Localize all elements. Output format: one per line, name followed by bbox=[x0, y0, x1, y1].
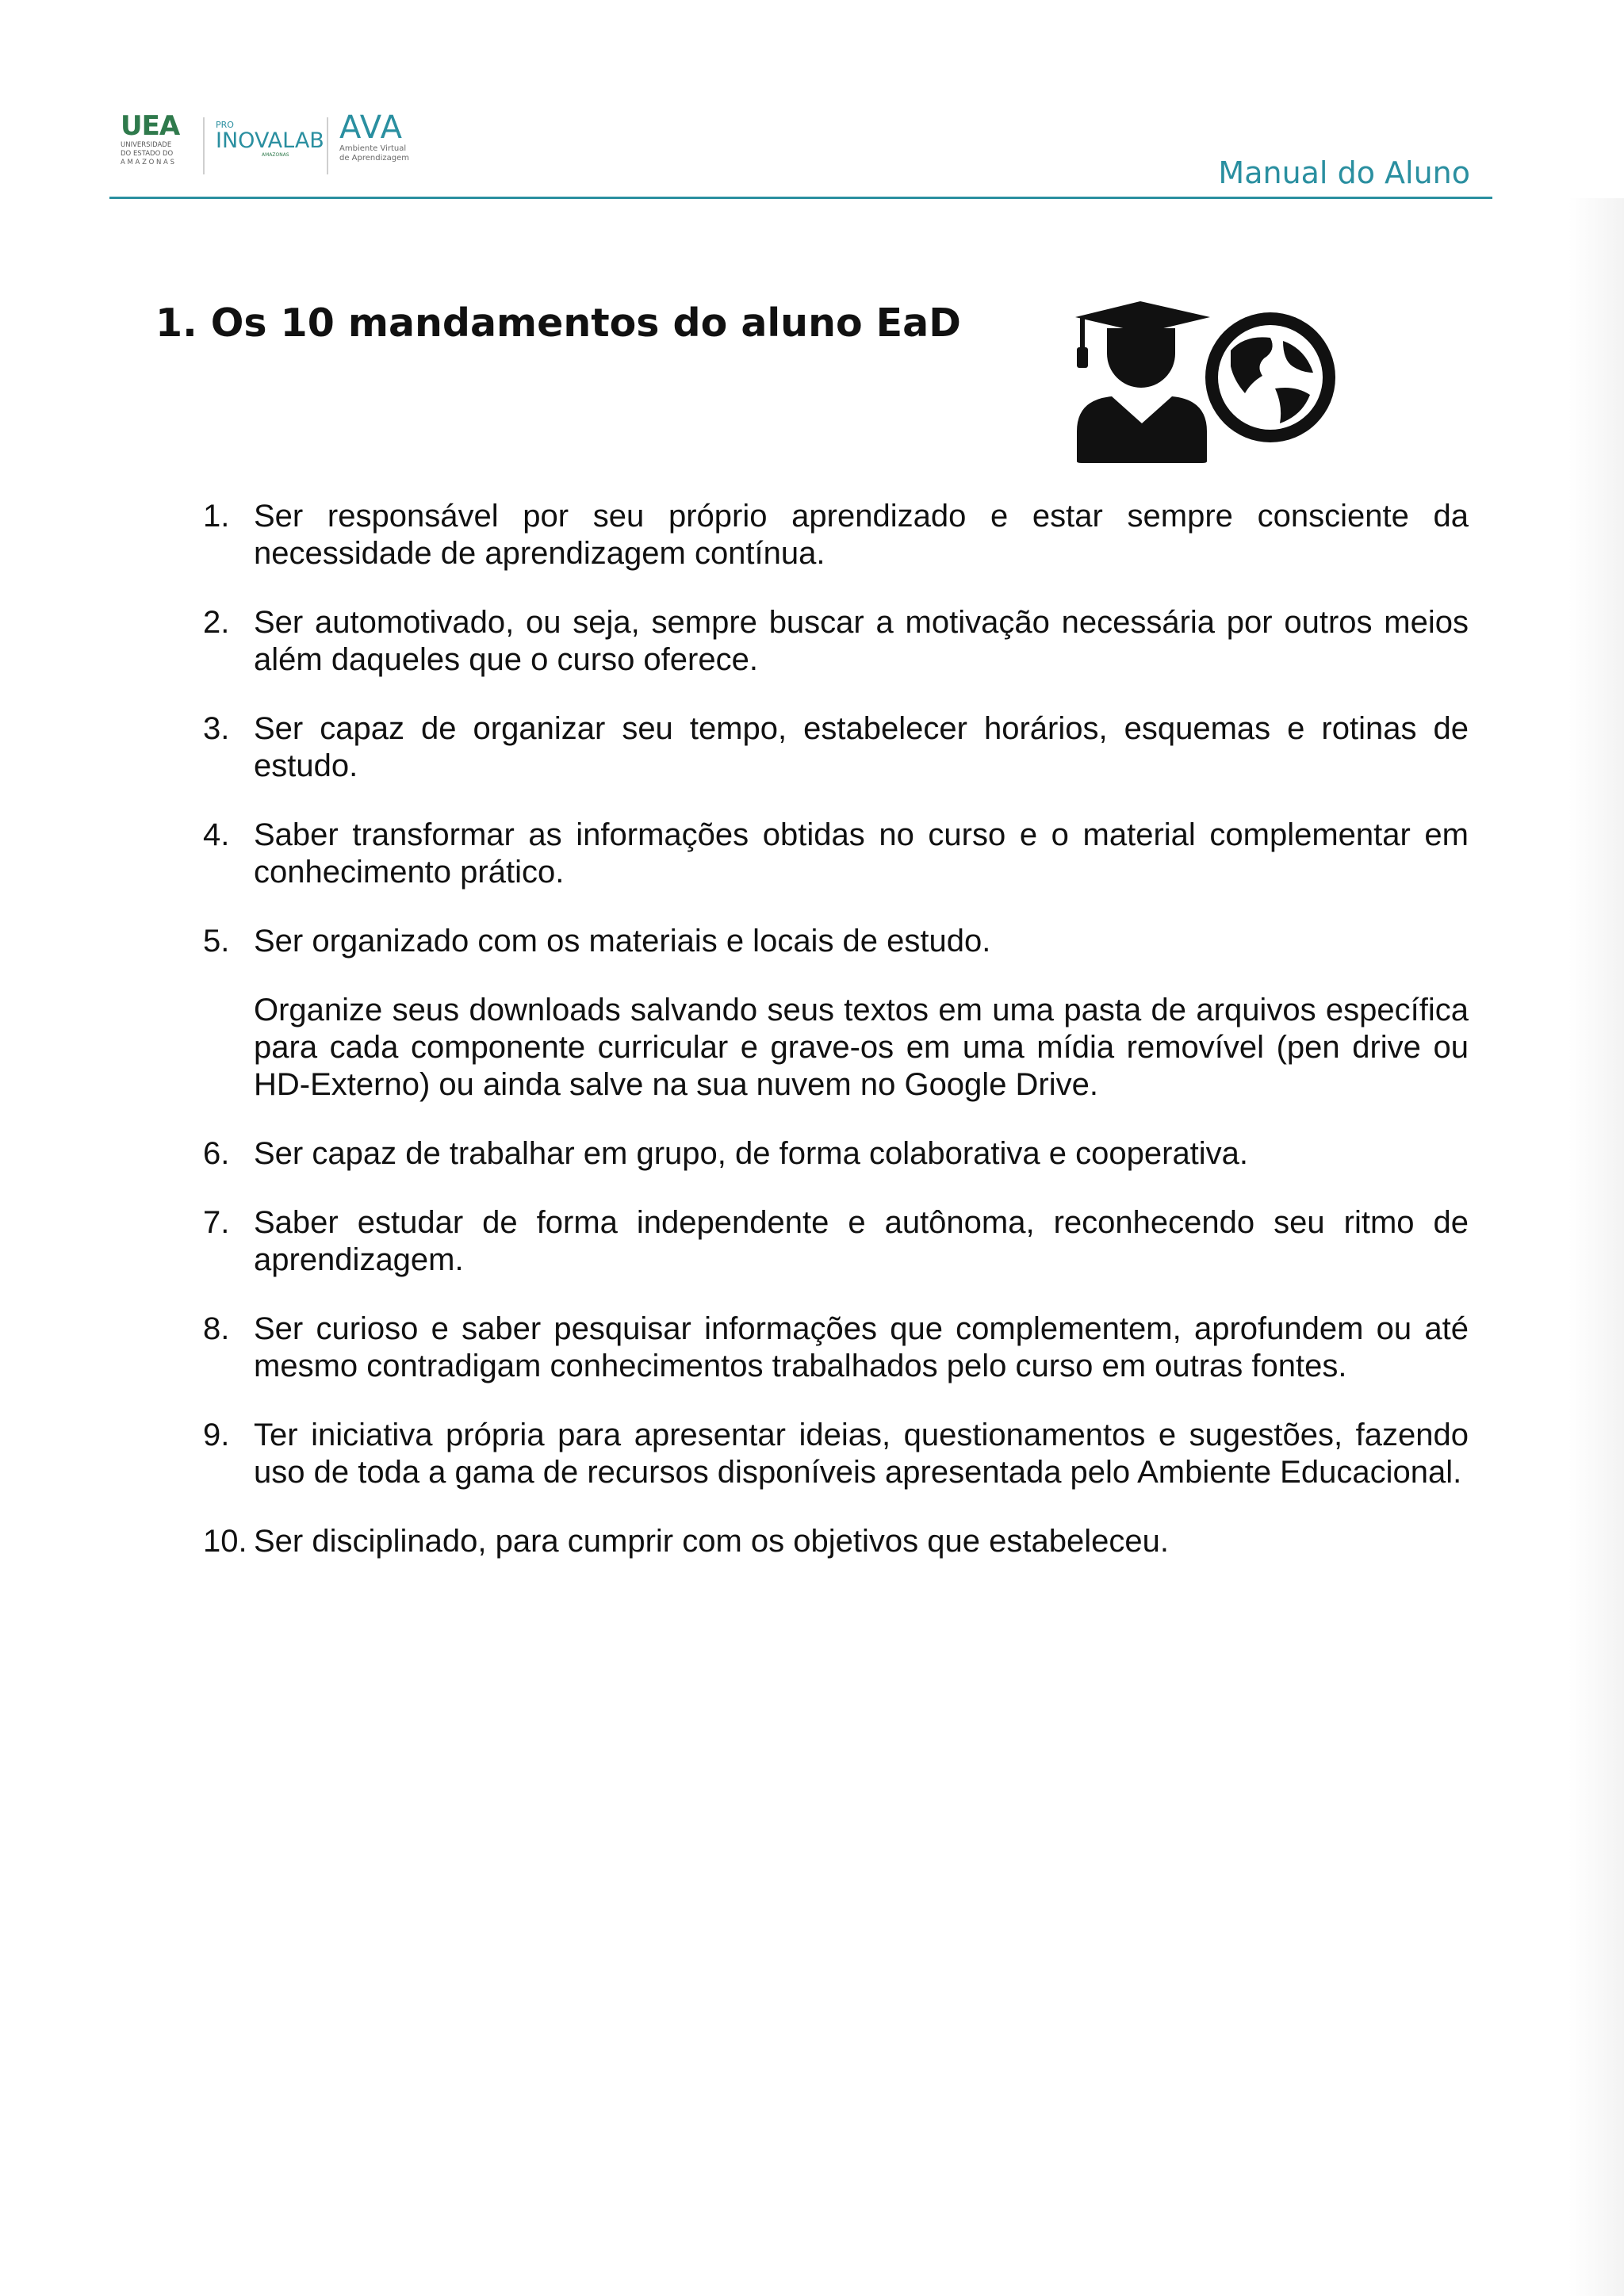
uea-logo-subtitle-line: UNIVERSIDADE bbox=[121, 141, 172, 149]
item-text: Ser organizado com os materiais e locais de estudo. bbox=[254, 924, 991, 959]
list-item bbox=[203, 604, 1469, 679]
item-number: 9. bbox=[203, 1418, 230, 1452]
item-text: Ser capaz de trabalhar em grupo, de forma colaborativa e cooperativa. bbox=[254, 1136, 1249, 1171]
list-item bbox=[203, 923, 1469, 1104]
item-number: 10. bbox=[203, 1524, 247, 1559]
item-number: 5. bbox=[203, 924, 230, 959]
list-item bbox=[203, 817, 1469, 891]
item-text: Saber transformar as informações obtidas no curso e o material complementar em conhecimento prático. bbox=[254, 817, 1469, 890]
header-logos bbox=[121, 111, 409, 182]
item-note: Organize seus downloads salvando seus textos em uma pasta de arquivos específica para cada componente curricular e grave-os em uma mídia removível (pen drive ou HD-Externo) ou ainda salve na sua nuvem no Google Drive. bbox=[254, 993, 1469, 1102]
item-number: 1. bbox=[203, 499, 230, 534]
item-number: 6. bbox=[203, 1136, 230, 1171]
item-number: 3. bbox=[203, 711, 230, 746]
item-text: Ser automotivado, ou seja, sempre buscar a motivação necessária por outros meios além daqueles que o curso oferece. bbox=[254, 605, 1469, 677]
ava-logo-subtitle-line: de Aprendizagem bbox=[339, 154, 409, 163]
item-number: 4. bbox=[203, 817, 230, 852]
student-graduation-cap-globe-icon bbox=[1075, 300, 1342, 463]
item-text: Ser responsável por seu próprio aprendizado e estar sempre consciente da necessidade de aprendizagem contínua. bbox=[254, 499, 1469, 571]
item-text: Ser curioso e saber pesquisar informações que complementem, aprofundem ou até mesmo contradigam conhecimentos trabalhados pelo curso em outras fontes. bbox=[254, 1311, 1469, 1383]
page-edge-shadow bbox=[1568, 198, 1624, 2296]
list-item bbox=[203, 1523, 1469, 1560]
ava-logo bbox=[339, 111, 409, 163]
list-item bbox=[203, 1204, 1469, 1279]
inovalab-logo-mark: INOVALAB bbox=[216, 128, 324, 153]
list-item bbox=[203, 1135, 1469, 1173]
item-number: 7. bbox=[203, 1205, 230, 1240]
logo-divider bbox=[203, 117, 205, 174]
uea-logo-subtitle-line: A M A Z O N A S bbox=[121, 159, 174, 166]
item-text: Ser capaz de organizar seu tempo, estabelecer horários, esquemas e rotinas de estudo. bbox=[254, 711, 1469, 783]
list-item bbox=[203, 498, 1469, 572]
item-number: 8. bbox=[203, 1311, 230, 1346]
inovalab-logo-pro: PRO bbox=[216, 120, 234, 130]
item-number: 2. bbox=[203, 605, 230, 640]
item-text: Saber estudar de forma independente e autônoma, reconhecendo seu ritmo de aprendizagem. bbox=[254, 1205, 1469, 1277]
uea-logo-subtitle-line: DO ESTADO DO bbox=[121, 150, 174, 158]
item-text: Ter iniciativa própria para apresentar ideias, questionamentos e sugestões, fazendo uso de toda a gama de recursos disponíveis apresentada pelo Ambiente Educacional. bbox=[254, 1418, 1469, 1490]
uea-logo-mark: UEA bbox=[121, 110, 180, 142]
logo-divider bbox=[327, 117, 328, 174]
header-rule bbox=[109, 197, 1492, 199]
item-body bbox=[254, 923, 1469, 1104]
item-text: Ser disciplinado, para cumprir com os objetivos que estabeleceu. bbox=[254, 1524, 1169, 1559]
inovalab-logo-subtitle: AMAZONAS bbox=[262, 152, 289, 158]
ava-logo-mark: AVA bbox=[339, 109, 403, 146]
commandments-list bbox=[203, 498, 1469, 1592]
list-item bbox=[203, 710, 1469, 785]
manual-label: Manual do Aluno bbox=[1218, 155, 1470, 190]
ava-logo-subtitle-line: Ambiente Virtual bbox=[339, 144, 407, 153]
inovalab-logo bbox=[216, 111, 327, 159]
uea-logo bbox=[121, 111, 187, 167]
list-item bbox=[203, 1311, 1469, 1385]
section-title: 1. Os 10 mandamentos do aluno EaD bbox=[155, 300, 961, 346]
list-item bbox=[203, 1417, 1469, 1491]
